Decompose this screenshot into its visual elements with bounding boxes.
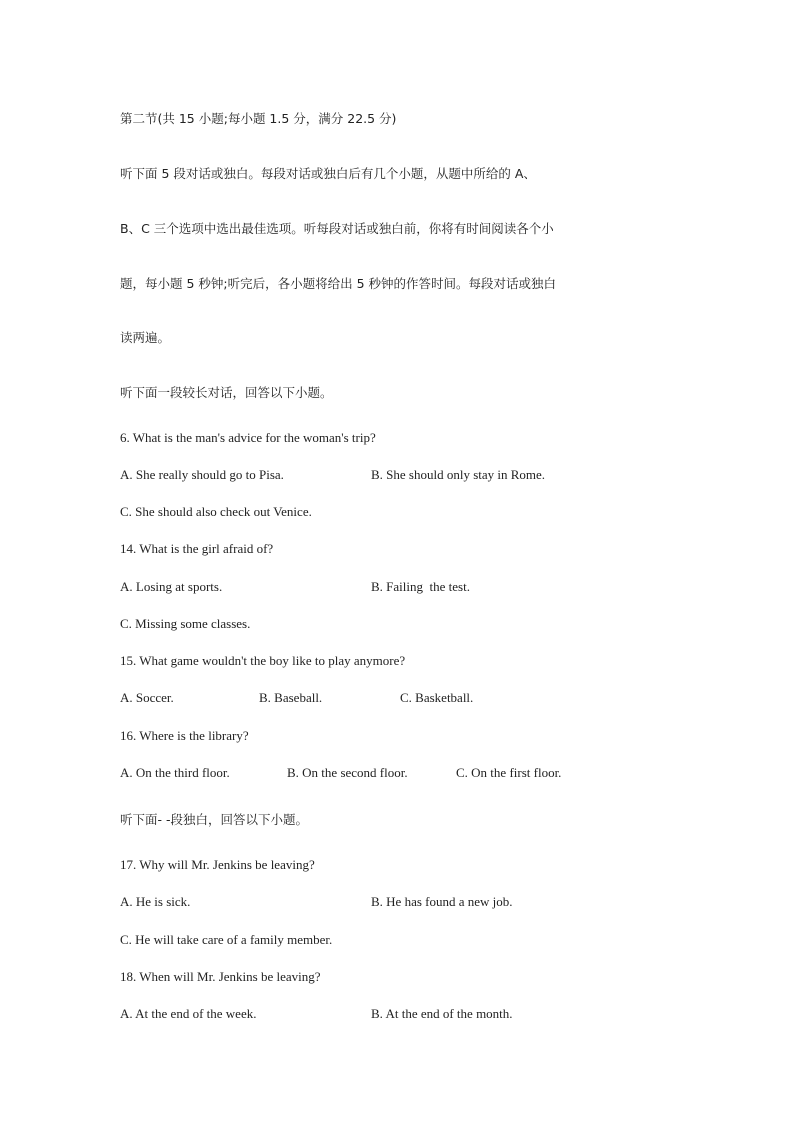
option-c: C. She should also check out Venice. [120, 504, 312, 519]
part1-intro: 听下面一段较长对话，回答以下小题。 [120, 385, 333, 400]
option-b: B. Baseball. [259, 690, 323, 705]
option-a: A. She really should go to Pisa. [120, 467, 284, 482]
section-heading: 第二节(共 15 小题;每小题 1.5 分，满分 22.5 分) [120, 111, 397, 126]
question-stem: 18. When will Mr. Jenkins be leaving? [120, 969, 321, 984]
question-stem: 15. What game wouldn't the boy like to play anymore? [120, 653, 406, 668]
part2-intro: 听下面- -段独白，回答以下小题。 [120, 812, 308, 827]
option-c: C. He will take care of a family member. [120, 932, 333, 947]
option-a: A. He is sick. [120, 894, 191, 909]
option-c: C. Basketball. [400, 690, 474, 705]
option-b: B. Failing the test. [371, 579, 470, 594]
instruction-line-2: B、C 三个选项中选出最佳选项。听每段对话或独白前，你将有时间阅读各个小 [120, 221, 554, 236]
question-stem: 14. What is the girl afraid of? [120, 541, 274, 556]
option-a: A. Soccer. [120, 690, 174, 705]
option-b: B. He has found a new job. [371, 894, 513, 909]
option-b: B. She should only stay in Rome. [371, 467, 546, 482]
question-stem: 6. What is the man's advice for the woman's trip? [120, 430, 376, 445]
option-c: C. Missing some classes. [120, 616, 251, 631]
option-b: B. On the second floor. [287, 765, 408, 780]
option-a: A. At the end of the week. [120, 1006, 257, 1021]
instruction-line-4: 读两遍。 [120, 330, 171, 345]
instruction-line-1: 听下面 5 段对话或独白。每段对话或独白后有几个小题，从题中所给的 A、 [120, 166, 536, 181]
option-a: A. Losing at sports. [120, 579, 223, 594]
option-c: C. On the first floor. [456, 765, 562, 780]
instruction-line-3: 题，每小题 5 秒钟;听完后，各小题将给出 5 秒钟的作答时间。每段对话或独白 [120, 276, 557, 291]
question-stem: 17. Why will Mr. Jenkins be leaving? [120, 857, 315, 872]
option-b: B. At the end of the month. [371, 1006, 513, 1021]
option-a: A. On the third floor. [120, 765, 230, 780]
question-stem: 16. Where is the library? [120, 728, 249, 743]
